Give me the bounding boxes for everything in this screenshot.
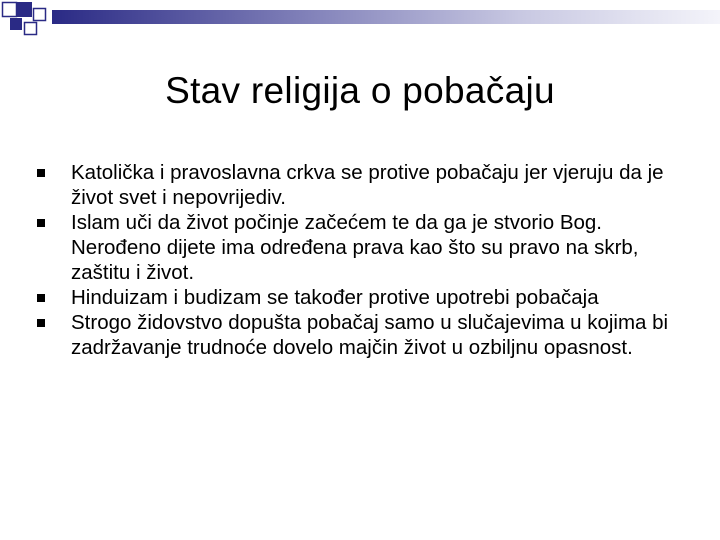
bullet-item bbox=[37, 310, 677, 360]
bullet-text: Islam uči da život počinje začećem te da ga je stvorio Bog. Nerođeno dijete ima određena prava kao što su pravo na skrb, zaštitu i život. bbox=[71, 211, 639, 284]
bullet-item bbox=[37, 210, 677, 285]
square-bullet-icon bbox=[37, 319, 45, 327]
bullet-list bbox=[37, 160, 677, 360]
decor-square-outline-2 bbox=[34, 9, 46, 21]
gradient-bar bbox=[52, 10, 720, 24]
bullet-text: Strogo židovstvo dopušta pobačaj samo u slučajevima u kojima bi zadržavanje trudnoće dovelo majčin život u ozbiljnu opasnost. bbox=[71, 311, 669, 359]
decor-square-filled-1 bbox=[17, 2, 32, 17]
square-bullet-icon bbox=[37, 219, 45, 227]
bullet-text: Katolička i pravoslavna crkva se protive pobačaju jer vjeruju da je život svet i nepovrijediv. bbox=[71, 161, 664, 209]
bullet-text: Hinduizam i budizam se također protive upotrebi pobačaja bbox=[71, 286, 599, 309]
decor-square-outline-3 bbox=[25, 23, 37, 35]
square-bullet-icon bbox=[37, 169, 45, 177]
header-decoration bbox=[0, 0, 720, 50]
bullet-item bbox=[37, 160, 677, 210]
square-bullet-icon bbox=[37, 294, 45, 302]
slide-title: Stav religija o pobačaju bbox=[165, 70, 555, 111]
decor-square-outline-1 bbox=[3, 3, 17, 17]
decor-square-filled-2 bbox=[10, 18, 22, 30]
bullet-item bbox=[37, 285, 677, 310]
